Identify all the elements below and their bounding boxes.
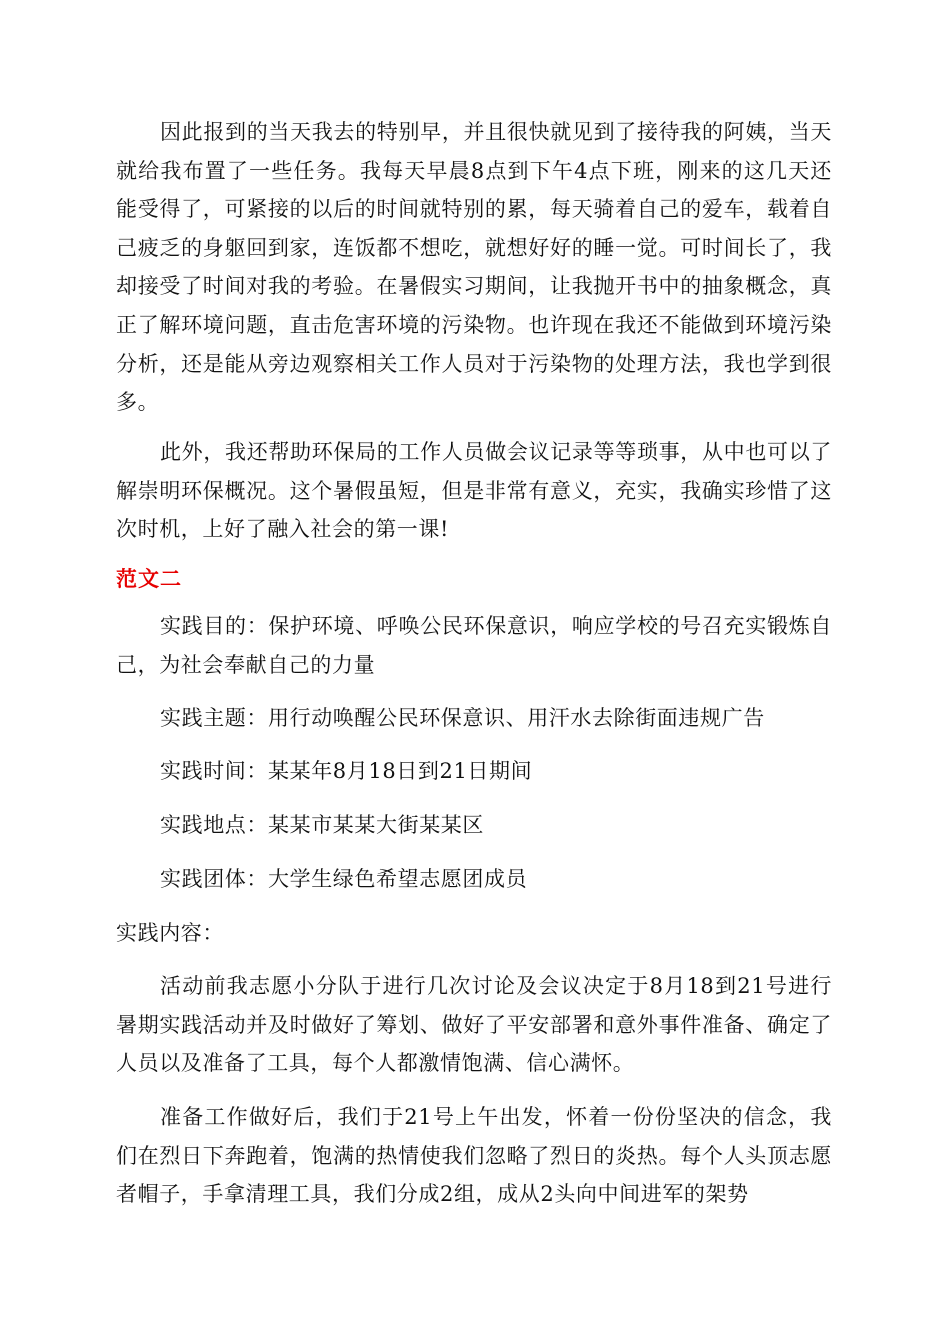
practice-time: 实践时间：某某年8月18日到21日期间 bbox=[160, 759, 533, 783]
practice-team: 实践团体：大学生绿色希望志愿团成员 bbox=[160, 867, 528, 891]
practice-theme: 实践主题：用行动唤醒公民环保意识、用汗水去除街面违规广告 bbox=[160, 706, 765, 730]
practice-purpose: 实践目的：保护环境、呼唤公民环保意识，响应学校的号召充实锻炼自己，为社会奉献自己的力量 bbox=[116, 614, 832, 677]
content-paragraph-departure: 准备工作做好后，我们于21号上午出发，怀着一份份坚决的信念，我们在烈日下奔跑着，饱满的热情使我们忽略了烈日的炎热。每个人头顶志愿者帽子，手拿清理工具，我们分成2组，成从2头向中间进军的架势 bbox=[116, 1105, 832, 1207]
paragraph-internship-experience: 因此报到的当天我去的特别早，并且很快就见到了接待我的阿姨，当天就给我布置了一些任务。我每天早晨8点到下午4点下班，刚来的这几天还能受得了，可紧接的以后的时间就特别的累，每天骑着自己的爱车，载着自己疲乏的身躯回到家，连饭都不想吃，就想好好的睡一觉。可时间长了，我却接受了时间对我的考验。在暑假实习期间，让我抛开书中的抽象概念，真正了解环境问题，直击危害环境的污染物。也许现在我还不能做到环境污染分析，还是能从旁边观察相关工作人员对于污染物的处理方法，我也学到很多。 bbox=[116, 120, 832, 415]
section-heading: 范文二 bbox=[116, 567, 182, 591]
content-paragraph-preparation: 活动前我志愿小分队于进行几次讨论及会议决定于8月18到21号进行暑期实践活动并及时做好了筹划、做好了平安部署和意外事件准备、确定了人员以及准备了工具，每个人都激情饱满、信心满怀。 bbox=[116, 974, 832, 1076]
practice-location: 实践地点：某某市某某大街某某区 bbox=[160, 813, 484, 837]
practice-content-label: 实践内容： bbox=[116, 921, 224, 945]
paragraph-additional-tasks: 此外，我还帮助环保局的工作人员做会议记录等等琐事，从中也可以了解崇明环保概况。这个暑假虽短，但是非常有意义，充实，我确实珍惜了这次时机，上好了融入社会的第一课! bbox=[116, 440, 832, 542]
